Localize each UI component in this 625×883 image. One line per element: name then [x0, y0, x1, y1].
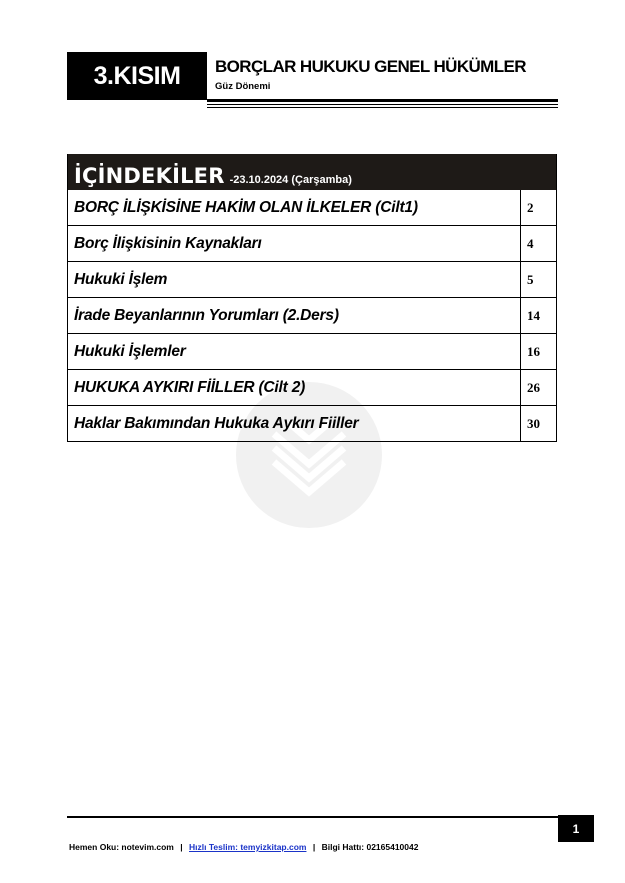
- toc-row[interactable]: [67, 334, 557, 370]
- toc-item-label: Borç İlişkisinin Kaynakları: [68, 226, 521, 261]
- footer-rule: [67, 816, 558, 818]
- footer-hotline: Bilgi Hattı: 02165410042: [321, 842, 419, 852]
- toc-item-label: Hukuki İşlemler: [68, 334, 521, 369]
- toc-row[interactable]: [67, 406, 557, 442]
- toc-item-page: 14: [521, 298, 557, 333]
- toc-header: [67, 154, 557, 190]
- footer: [69, 842, 418, 852]
- header-rule: [207, 104, 558, 105]
- toc-item-label: HUKUKA AYKIRI FİİLLER (Cilt 2): [68, 370, 521, 405]
- toc-item-page: 16: [521, 334, 557, 369]
- toc-row[interactable]: [67, 298, 557, 334]
- toc-item-page: 4: [521, 226, 557, 261]
- toc-item-label: İrade Beyanlarının Yorumları (2.Ders): [68, 298, 521, 333]
- toc-heading: İÇİNDEKİLER: [74, 164, 225, 188]
- toc-item-page: 30: [521, 406, 557, 441]
- section-label-box: [67, 52, 207, 100]
- footer-separator: |: [180, 842, 183, 852]
- page-number: 1: [572, 821, 580, 836]
- document-title: BORÇLAR HUKUKU GENEL HÜKÜMLER: [215, 57, 526, 76]
- toc-row[interactable]: [67, 226, 557, 262]
- toc-item-label: Haklar Bakımından Hukuka Aykırı Fiiller: [68, 406, 521, 441]
- footer-delivery-link[interactable]: Hızlı Teslim: temyizkitap.com: [189, 842, 307, 852]
- toc-item-label: Hukuki İşlem: [68, 262, 521, 297]
- toc-item-label: BORÇ İLİŞKİSİNE HAKİM OLAN İLKELER (Cilt1): [68, 190, 521, 225]
- toc-row[interactable]: [67, 190, 557, 226]
- footer-read-link[interactable]: Hemen Oku: notevim.com: [69, 842, 174, 852]
- table-of-contents: [67, 154, 557, 442]
- header-rule: [207, 99, 558, 102]
- document-subtitle: Güz Dönemi: [215, 81, 271, 92]
- toc-item-page: 26: [521, 370, 557, 405]
- toc-item-page: 2: [521, 190, 557, 225]
- section-label: 3.KISIM: [93, 61, 181, 90]
- toc-date: -23.10.2024 (Çarşamba): [229, 174, 352, 186]
- toc-row[interactable]: [67, 262, 557, 298]
- header-rule: [207, 107, 558, 108]
- footer-separator: |: [312, 842, 316, 852]
- toc-item-page: 5: [521, 262, 557, 297]
- toc-row[interactable]: [67, 370, 557, 406]
- page-number-box: [558, 815, 594, 842]
